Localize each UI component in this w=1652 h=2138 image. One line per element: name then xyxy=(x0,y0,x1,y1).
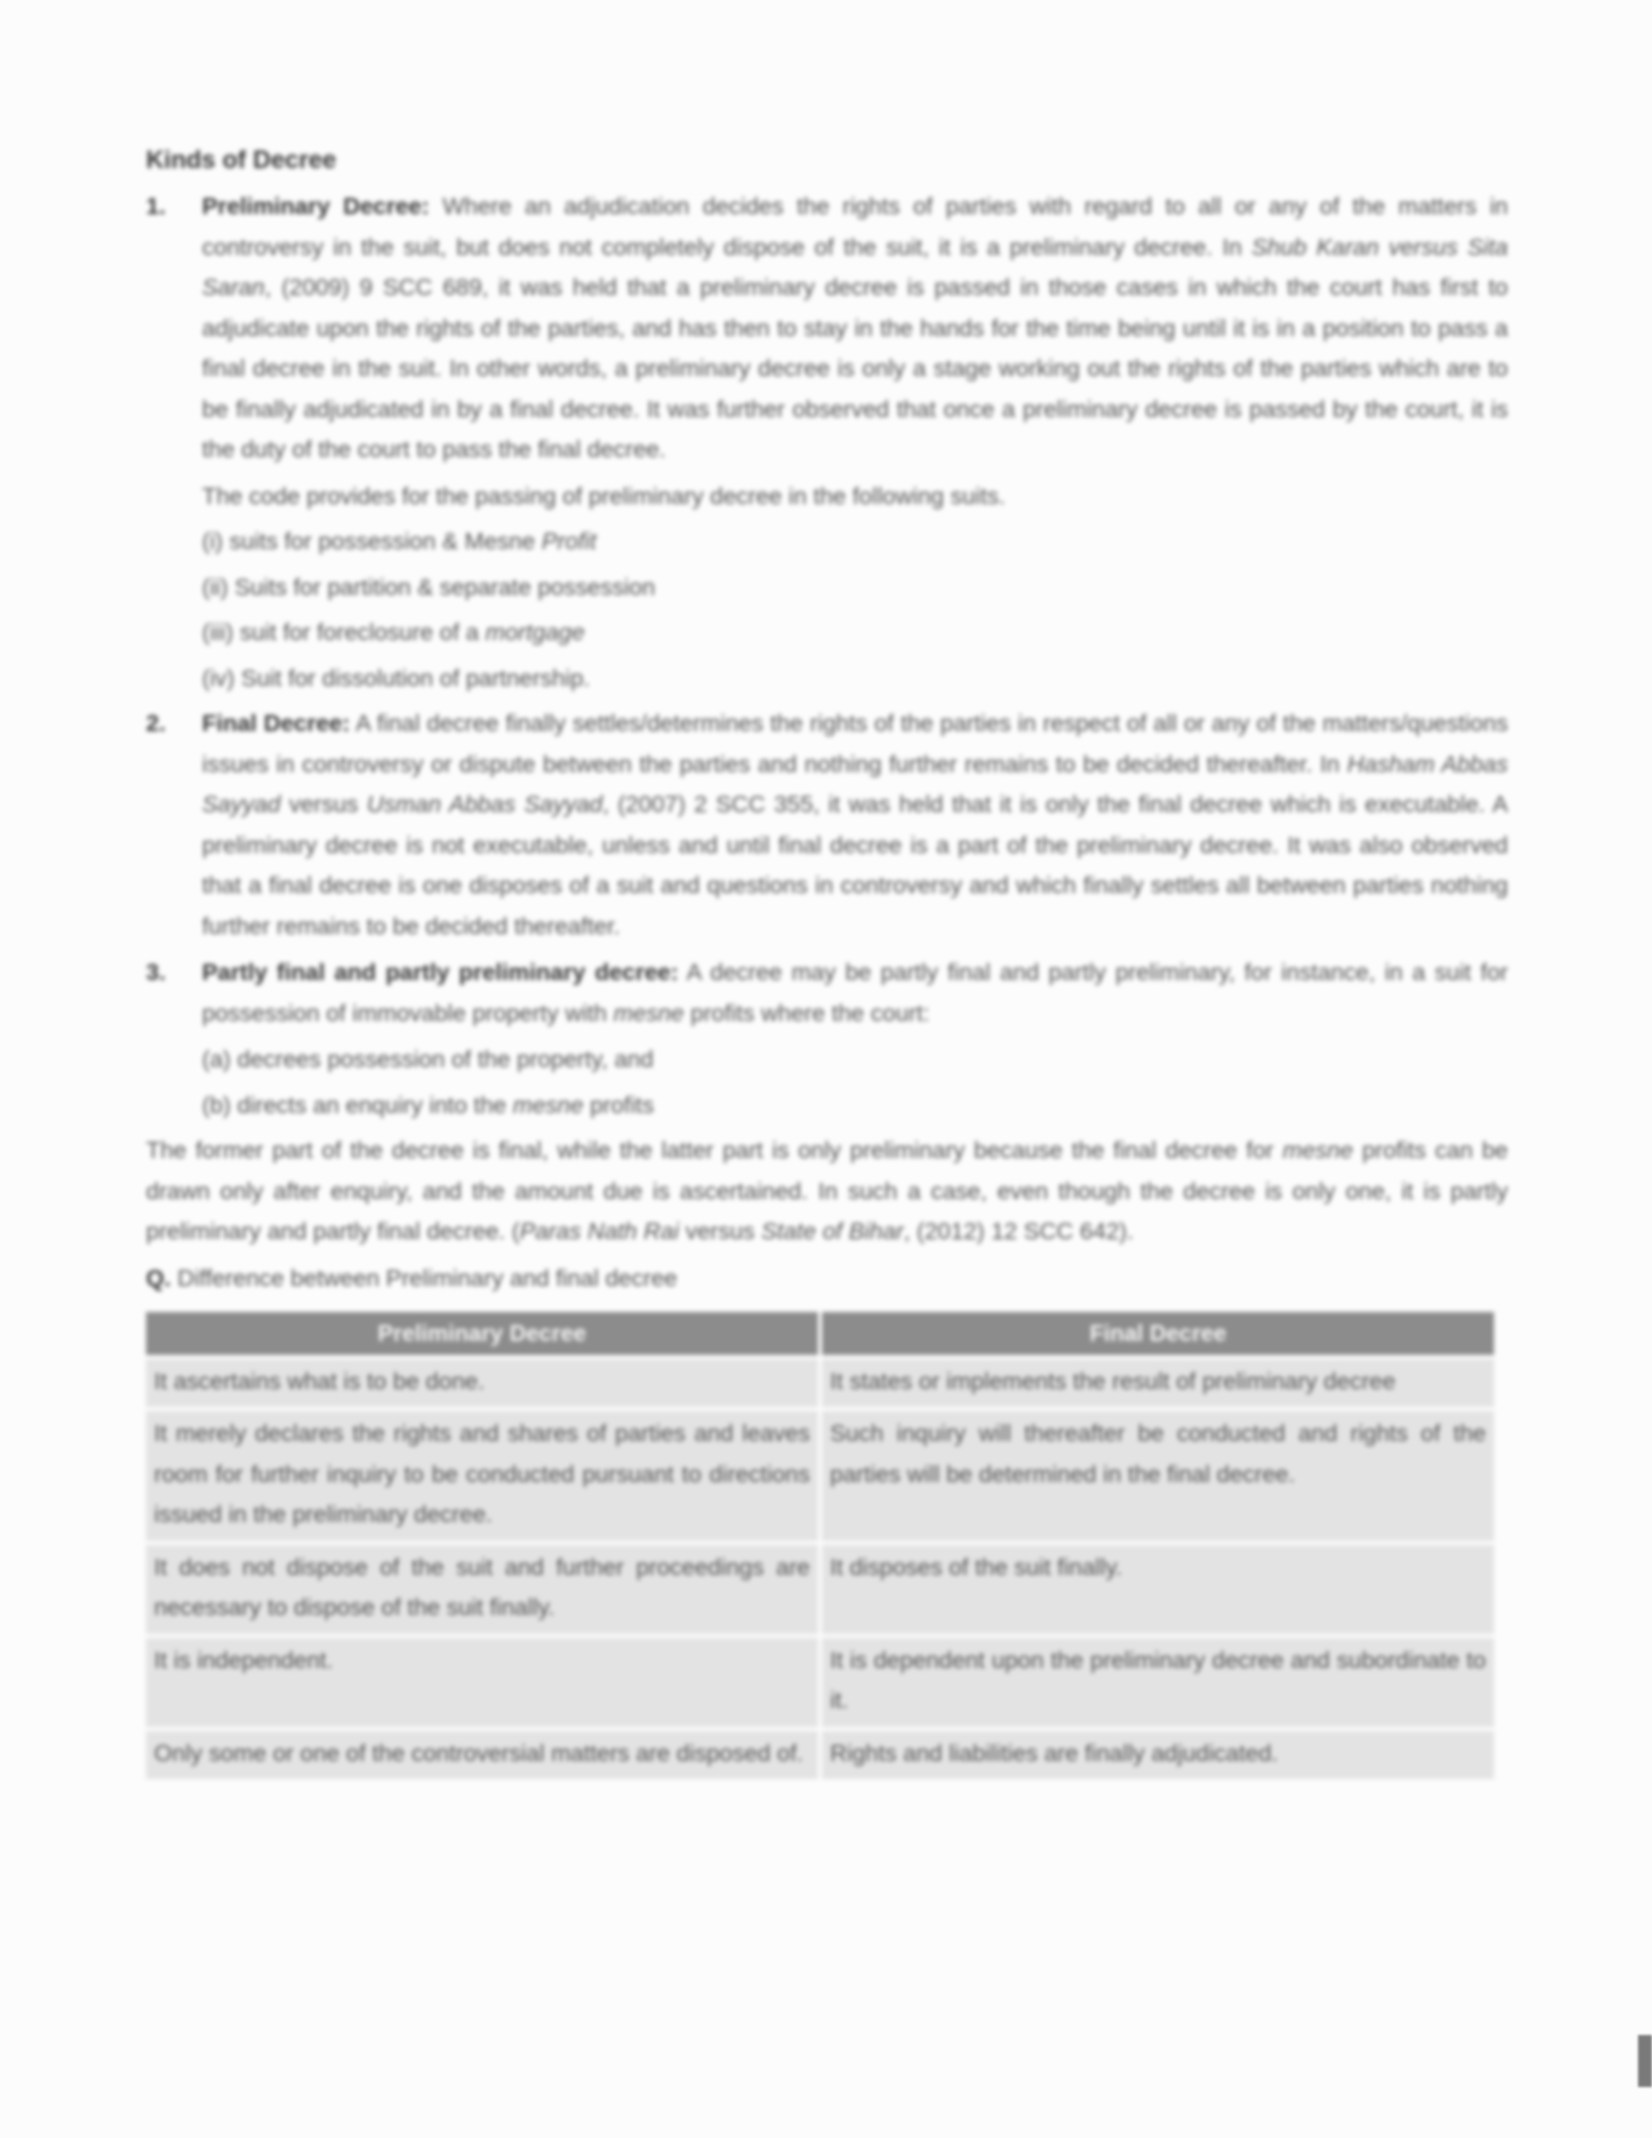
item-paragraph xyxy=(202,703,1508,946)
item-paragraph xyxy=(202,186,1508,470)
text-run: (iii) suit for foreclosure of a xyxy=(202,619,486,645)
text-run: (b) directs an enquiry into the xyxy=(202,1091,513,1118)
italic-term: Profit xyxy=(541,528,597,554)
text-run: (ii) Suits for partition & separate possession xyxy=(202,573,656,600)
sub-list-item xyxy=(202,567,1508,608)
sub-list-item xyxy=(202,612,1508,653)
item-lead: Preliminary Decree: xyxy=(202,193,430,219)
text-run: versus xyxy=(678,1218,762,1244)
table-row xyxy=(146,1359,1494,1408)
table-cell: It disposes of the suit finally. xyxy=(822,1545,1494,1634)
text-run: A final decree finally settles/determines the rights of the parties in respect of all or any of the matters/questions issues in controversy or dispute between the parties and nothing further remains to be decided thereafter. In xyxy=(202,710,1508,777)
item-lead: Partly final and partly preliminary decree: xyxy=(202,959,679,985)
table-cell: Rights and liabilities are finally adjudicated. xyxy=(822,1731,1494,1780)
table-cell: It is dependent upon the preliminary decree and subordinate to it. xyxy=(822,1638,1494,1727)
item-number: 3. xyxy=(146,959,166,985)
text-run: profits xyxy=(583,1091,654,1118)
header-final: Final Decree xyxy=(822,1312,1494,1355)
italic-term: mesne xyxy=(512,1091,584,1118)
text-run: (i) suits for possession & Mesne xyxy=(202,528,542,554)
page-edge-tab xyxy=(1638,2035,1652,2087)
text-run: profits where the court: xyxy=(683,999,930,1026)
table-cell: Only some or one of the controversial matters are disposed of. xyxy=(146,1731,818,1780)
question-mark: Q. xyxy=(146,1264,171,1291)
sub-list-item xyxy=(202,521,1508,562)
item-lead: Final Decree: xyxy=(202,710,350,736)
italic-term: mesne xyxy=(1282,1137,1354,1163)
item-note: The code provides for the passing of preliminary decree in the following suits. xyxy=(202,482,1006,509)
text-run: , (2007) 2 SCC 355, it was held that it is only the final decree which is executable. A preliminary decree is not executable, unless and until final decree is a part of the preliminary decree. It was also observed that a final decree is one disposes of a suit and questions in controversy and which finally settles all between parties nothing further remains to be decided thereafter. xyxy=(202,791,1508,939)
table-header-row xyxy=(146,1312,1494,1355)
table-cell: It does not dispose of the suit and further proceedings are necessary to dispose of the suit finally. xyxy=(146,1545,818,1634)
table-cell: It is independent. xyxy=(146,1638,818,1727)
text-run: A decree may be partly final and partly preliminary, for instance, in a suit for possession of immovable property with xyxy=(202,959,1508,1026)
italic-term: mortgage xyxy=(485,619,585,645)
text-run: The former part of the decree is final, while the latter part is only preliminary because the final decree for xyxy=(146,1137,1283,1163)
case-name: Usman Abbas Sayyad xyxy=(366,791,603,817)
table-cell: Such inquiry will thereafter be conducted and rights of the parties will be determined in the final decree. xyxy=(822,1411,1494,1541)
table-cell: It merely declares the rights and shares of parties and leaves room for further inquiry to be conducted pursuant to directions issued in the preliminary decree. xyxy=(146,1411,818,1541)
text-run: , (2009) 9 SCC 689, it was held that a preliminary decree is passed in those cases in which the court has first to adjudicate upon the rights of the parties, and has then to stay in the hands for the time being until it is in a position to pass a final decree in the suit. In other words, a preliminary decree is only a stage working out the rights of the parties which are to be finally adjudicated in by a final decree. It was further observed that once a preliminary decree is passed by the court, it is the duty of the court to pass the final decree. xyxy=(202,274,1508,462)
case-name: Hasham Abbas Sayyad xyxy=(202,750,1508,817)
case-name: Paras Nath Rai xyxy=(519,1218,679,1244)
decree-item-final xyxy=(146,703,1508,946)
comparison-table xyxy=(142,1308,1498,1783)
sub-list-item xyxy=(202,658,1508,699)
item-number: 1. xyxy=(146,193,166,219)
table-cell: It states or implements the result of preliminary decree xyxy=(822,1359,1494,1408)
text-run: profits can be drawn only after enquiry, and the amount due is ascertained. In such a case, even though the decree is only one, it is partly preliminary and partly final decree. ( xyxy=(146,1137,1508,1244)
item-paragraph xyxy=(202,952,1508,1033)
question-text: Difference between Preliminary and final decree xyxy=(170,1264,678,1291)
case-name: Shub Karan versus Sita Saran xyxy=(202,233,1508,300)
table-row xyxy=(146,1545,1494,1634)
text-run: (iv) Suit for dissolution of partnership. xyxy=(202,664,590,691)
sub-list-item xyxy=(202,1039,1508,1080)
question-line xyxy=(146,1258,1508,1299)
section-heading: Kinds of Decree xyxy=(146,146,337,174)
header-preliminary: Preliminary Decree xyxy=(146,1312,818,1355)
text-run: versus xyxy=(280,791,367,817)
sub-list-item xyxy=(202,1085,1508,1126)
table-row xyxy=(146,1411,1494,1541)
table-row xyxy=(146,1638,1494,1727)
table-row xyxy=(146,1731,1494,1780)
document-page xyxy=(146,140,1508,1783)
case-name: State of Bihar xyxy=(761,1218,904,1244)
closing-paragraph xyxy=(146,1130,1508,1252)
text-run: (a) decrees possession of the property, and xyxy=(202,1046,654,1072)
decree-item-preliminary xyxy=(146,186,1508,698)
table-cell: It ascertains what is to be done. xyxy=(146,1359,818,1408)
item-number: 2. xyxy=(146,710,166,736)
italic-term: mesne xyxy=(613,999,684,1026)
text-run: Where an adjudication decides the rights of parties with regard to all or any of the matters in controversy in the suit, but does not completely dispose of the suit, it is a preliminary decree. In xyxy=(202,193,1509,260)
decree-item-partly xyxy=(146,952,1508,1125)
text-run: , (2012) 12 SCC 642). xyxy=(903,1218,1134,1244)
